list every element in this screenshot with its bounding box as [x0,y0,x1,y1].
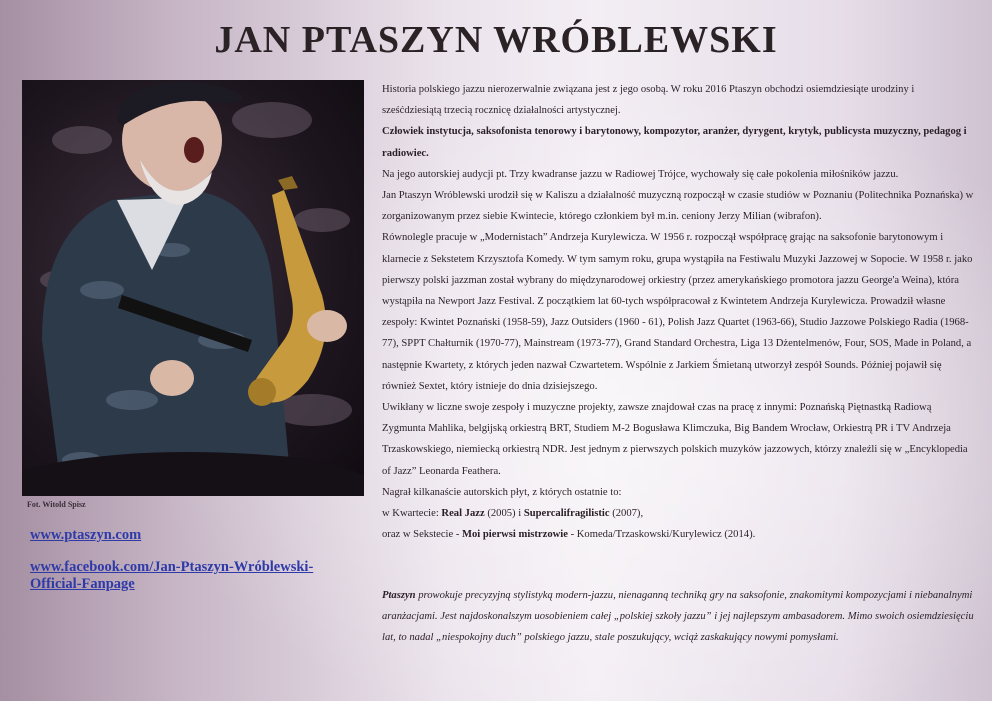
bio-discography-quartet: w Kwartecie: Real Jazz (2005) i Supercalifragilistic (2007), [382,508,644,520]
facebook-link[interactable]: www.facebook.com/Jan-Ptaszyn-Wróblewski-Official-Fanpage [30,559,314,592]
bio-paragraph-4: Jan Ptaszyn Wróblewski urodził się w Kaliszu a działalność muzyczną rozpoczął w czasie studiów w Poznaniu (Politechnika Poznańska) w zorganizowanym przez siebie Kwintecie, którego członkiem był m.in. ceniony Jerzy Milian (wibrafon). [382,190,974,223]
closing-paragraph [382,585,974,649]
page-title: JAN PTASZYN WRÓBLEWSKI [214,19,778,61]
saxophonist-illustration [22,80,364,496]
bio-paragraph-7: Nagrał kilkanaście autorskich płyt, z których ostatnie to: [382,486,622,498]
album-supercalifragilistic: Supercalifragilistic [523,508,610,520]
bio-discography-sextet: oraz w Sekstecie - Moi pierwsi mistrzowie - Komeda/Trzaskowski/Kurylewicz (2014). [382,529,756,541]
album-moi-pierwsi-mistrzowie: Moi pierwsi mistrzowie [462,529,568,541]
bio-paragraph-2: Człowiek instytucja, saksofonista tenorowy i barytonowy, kompozytor, aranżer, dyrygent, krytyk, publicysta muzyczny, pedagog i radiowiec. [382,126,967,159]
saxophonist-photo [22,80,364,496]
photo-credit: Fot. Witold Spisz [27,500,86,509]
bio-paragraph-1: Historia polskiego jazzu nierozerwalnie związana jest z jego osobą. W roku 2016 Ptaszyn obchodzi osiemdziesiąte urodziny i sześćdziesiątą trzecią rocznicę działalności artystycznej. [382,84,915,117]
closing-text: prowokuje precyzyjną stylistyką modern-jazzu, nienaganną techniką gry na saksofonie, znakomitymi kompozycjami i niebanalnymi aranżacjami. Jest najdoskonalszym uosobieniem całej „polskiej szkoły jazzu” i jej najlepszym ambasadorem. Mimo swoich osiemdziesięciu lat, to nadal „niespokojny duch” polskiego jazzu, stale poszukujący, wciąż zaskakujący nowymi pomysłami. [382,590,974,644]
biography-text [382,79,974,545]
album-real-jazz: Real Jazz [441,508,485,520]
bio-paragraph-5: Równolegle pracuje w „Modernistach” Andrzeja Kurylewicza. W 1956 r. rozpoczął współpracę grając na saksofonie barytonowym i klarnecie z Sekstetem Krzysztofa Komedy. W tym samym roku, grupa wystąpiła na Festiwalu Muzyki Jazzowej w Sopocie. W 1958 r. jako pierwszy polski jazzman został wybrany do międzynarodowej orkiestry (przez amerykańskiego promotora jazzu George'a Weina), która wystąpiła na Newport Jazz Festival. Z początkiem lat 60-tych współpracował z Kwintetem Andrzeja Kurylewicza. Prowadził własne zespoły: Kwintet Poznański (1958-59), Jazz Outsiders (1960 - 61), Polish Jazz Quartet (1963-66), Studio Jazzowe Polskiego Radia (1968-77), SPPT Chałturnik (1970-77), Mainstream (1973-77), Grand Standard Orchestra, Liga 13 Dżentelmenów, Four, SOS, Made in Poland, a następnie Kwartety, z których jeden nazwał Czwartetem. Wspólnie z Jarkiem Śmietaną utworzył zespół Sounds. Później pojawił się również Sextet, który istnieje do dnia dzisiejszego. [382,232,973,392]
bio-paragraph-6: Uwikłany w liczne swoje zespoły i muzyczne projekty, zawsze znajdował czas na pracę z innymi: Poznańską Piętnastką Radiową Zygmunta Mahlika, belgijską orkiestrą BRT, Studiem M-2 Bogusława Klimczuka, Big Bandem Wrocław, Orkiestrą PR i TV Andrzeja Trzaskowskiego, niemiecką orkiestrą NDR. Jest jednym z pierwszych polskich muzyków jazzowych, którzy znaleźli się w „Encyklopedia of Jazz” Leonarda Feathera. [382,402,968,477]
closing-name: Ptaszyn [382,590,416,601]
bio-paragraph-3: Na jego autorskiej audycji pt. Trzy kwadranse jazzu w Radiowej Trójce, wychowały się całe pokolenia miłośników jazzu. [382,168,899,180]
website-link[interactable]: www.ptaszyn.com [30,527,142,543]
